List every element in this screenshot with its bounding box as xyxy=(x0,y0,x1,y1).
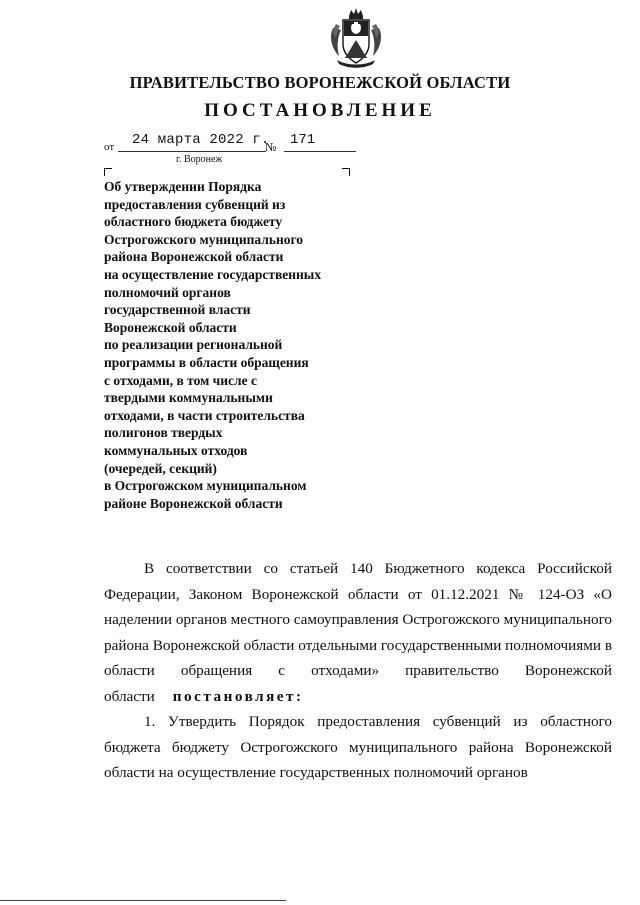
footer-separator xyxy=(0,900,286,901)
subject-line: отходами, в части строительства xyxy=(104,407,305,423)
subject-line: районе Воронежской области xyxy=(104,495,283,511)
number-underline xyxy=(284,151,356,152)
subject-line: Острогожского муниципального xyxy=(104,231,304,247)
subject-line: программы в области обращения xyxy=(104,354,309,370)
subject-line: предоставления субвенций из xyxy=(104,196,286,212)
preamble-text: В соответствии со статьей 140 Бюджетного кодекса Российской Федерации, Законом Воронежской области от 01.12.2021 № 124-ОЗ «О наделении органов местного самоуправления Острогожского муниципального района Воронежской области отдельными государственными полномочиями в области обращения с отходами» правительство Воронежской области xyxy=(104,560,613,705)
subject-line: на осуществление государственных xyxy=(104,266,322,282)
subject-line: по реализации региональной xyxy=(104,337,283,353)
subject-line: государственной власти xyxy=(104,302,251,318)
date-underline xyxy=(118,151,266,152)
date-label: от xyxy=(104,141,115,153)
item-1-paragraph: 1. Утвердить Порядок предоставления субвенций из областного бюджета бюджету Острогожского муниципального района Воронежской области на осуществление государственных полномочий органов xyxy=(104,713,612,781)
subject-line: коммунальных отходов xyxy=(104,442,248,458)
coat-of-arms-icon xyxy=(327,6,385,70)
subject-corner-right xyxy=(342,168,350,176)
document-body xyxy=(104,556,612,786)
subject-line: в Острогожском муниципальном xyxy=(104,478,307,494)
subject-line: твердыми коммунальными xyxy=(104,390,273,406)
subject-line: (очередей, секций) xyxy=(104,460,217,476)
date-number-row xyxy=(104,132,414,156)
decree-word: постановляет: xyxy=(172,687,304,705)
subject-line: полномочий органов xyxy=(104,284,231,300)
subject-line: Об утверждении Порядка xyxy=(104,179,262,194)
number-label: № xyxy=(265,140,277,154)
subject-line: с отходами, в том числе с xyxy=(104,372,257,388)
subject-corner-left xyxy=(104,168,112,176)
document-number: 171 xyxy=(290,132,316,148)
document-date: 24 марта 2022 г. xyxy=(132,132,270,148)
document-subject xyxy=(104,178,374,512)
organization-title: ПРАВИТЕЛЬСТВО ВОРОНЕЖСКОЙ ОБЛАСТИ xyxy=(129,73,511,92)
document-type-title: ПОСТАНОВЛЕНИЕ xyxy=(204,100,436,121)
subject-line: областного бюджета бюджету xyxy=(104,214,283,230)
subject-line: района Воронежской области xyxy=(104,249,284,265)
subject-line: Воронежской области xyxy=(104,319,237,335)
subject-line: полигонов твердых xyxy=(104,425,223,441)
preamble-paragraph xyxy=(104,556,612,709)
city-label: г. Воронеж xyxy=(176,154,223,165)
